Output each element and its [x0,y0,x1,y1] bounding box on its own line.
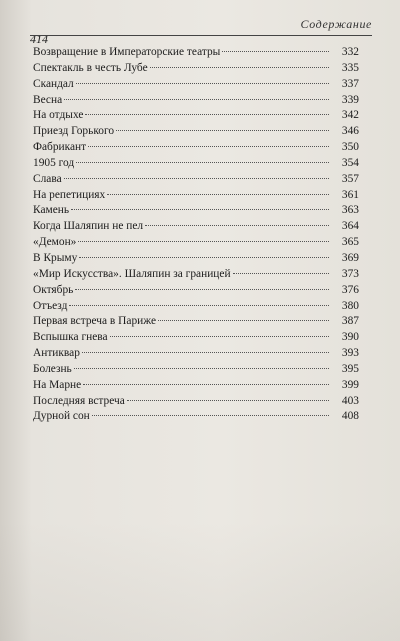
toc-entry-page: 350 [341,141,359,154]
dot-leader [79,257,329,258]
toc-entry-title: Скандал [33,77,74,90]
dot-leader [78,241,329,242]
toc-entry [33,124,359,140]
toc-entry-title: Первая встреча в Париже [33,315,157,328]
toc-entry [33,267,359,283]
toc-entry-page: 342 [341,109,359,122]
toc-entry-title: Антиквар [33,347,80,360]
toc-entry [33,61,359,77]
dot-leader [116,130,329,131]
toc-entry-title: Отъезд [33,299,68,312]
toc-entry [33,93,359,109]
dot-leader [75,289,329,290]
dot-leader [76,162,329,163]
toc-entry [33,251,359,267]
toc-entry [33,108,359,124]
toc-entry [33,156,359,172]
toc-entry-title: В Крыму [33,251,78,264]
toc-entry [33,172,359,188]
toc-entry-page: 332 [341,46,359,58]
toc-entry-title: Болезнь [33,362,72,375]
toc-entry-title: Дурной сон [33,410,90,423]
toc-entry-page: 357 [341,172,359,185]
toc-entry-title: На Марне [33,378,82,391]
header-rule [30,35,372,36]
dot-leader [145,225,329,226]
toc-entry [33,362,359,378]
toc-entry-title: Спектакль в честь Лубе [33,61,148,74]
toc-entry [33,409,359,425]
dot-leader [82,352,329,353]
toc-entry-page: 369 [341,251,359,264]
dot-leader [64,178,329,179]
toc-entry-page: 395 [341,362,359,375]
toc-entry-page: 376 [341,283,359,296]
toc-entry-page: 364 [341,220,359,233]
dot-leader [69,305,329,306]
dot-leader [150,67,329,68]
toc-entry-page: 346 [341,125,359,138]
dot-leader [71,209,329,210]
toc-entry [33,140,359,156]
toc-entry-page: 393 [341,347,359,360]
dot-leader [222,51,329,52]
toc-entry-page: 387 [341,315,359,328]
toc-entry [33,299,359,315]
toc-entry-page: 363 [341,204,359,217]
dot-leader [110,336,329,337]
table-of-contents [33,45,359,425]
dot-leader [88,146,329,147]
dot-leader [76,83,329,84]
toc-entry-title: Когда Шаляпин не пел [33,220,144,233]
toc-entry-title: Вспышка гнева [33,331,108,344]
toc-entry [33,219,359,235]
dot-leader [85,114,329,115]
toc-entry [33,188,359,204]
toc-entry-title: На отдыхе [33,109,84,122]
toc-entry-page: 354 [341,156,359,169]
toc-entry-title: «Демон» [33,236,77,249]
toc-entry-title: Камень [33,204,70,217]
running-header-title: Содержание [300,17,372,31]
dot-leader [107,194,329,195]
toc-entry-title: На репетициях [33,188,106,201]
toc-entry [33,235,359,251]
toc-entry-title: 1905 год [33,156,75,169]
toc-entry-page: 373 [341,267,359,280]
dot-leader [83,384,329,385]
toc-entry [33,378,359,394]
toc-entry [33,203,359,219]
toc-entry-page: 337 [341,77,359,90]
dot-leader [74,368,329,369]
toc-entry-page: 380 [341,299,359,312]
toc-entry [33,314,359,330]
page-number: 414 [30,32,48,46]
toc-entry-page: 403 [341,394,359,407]
toc-entry-title: Октябрь [33,283,74,296]
toc-entry-page: 335 [341,61,359,74]
toc-entry [33,283,359,299]
toc-entry-page: 339 [341,93,359,106]
dot-leader [158,320,329,321]
toc-entry-page: 361 [341,188,359,201]
dot-leader [92,415,329,416]
toc-entry-page: 399 [341,378,359,391]
toc-entry-page: 408 [341,410,359,423]
dot-leader [127,400,329,401]
dot-leader [64,99,329,100]
toc-entry-title: Слава [33,172,62,185]
toc-entry-page: 365 [341,236,359,249]
dot-leader [233,273,329,274]
toc-entry-page: 390 [341,331,359,344]
toc-entry-title: Приезд Горького [33,125,115,138]
toc-entry [33,77,359,93]
toc-entry [33,394,359,410]
toc-entry-title: Последняя встреча [33,394,125,407]
toc-entry [33,330,359,346]
toc-entry-title: Возвращение в Императорские театры [33,46,221,58]
toc-entry-title: «Мир Искусства». Шаляпин за границей [33,267,231,280]
toc-entry [33,346,359,362]
page-shadow [0,521,400,641]
toc-entry [33,45,359,61]
toc-entry-title: Фабрикант [33,141,87,154]
toc-entry-title: Весна [33,93,63,106]
